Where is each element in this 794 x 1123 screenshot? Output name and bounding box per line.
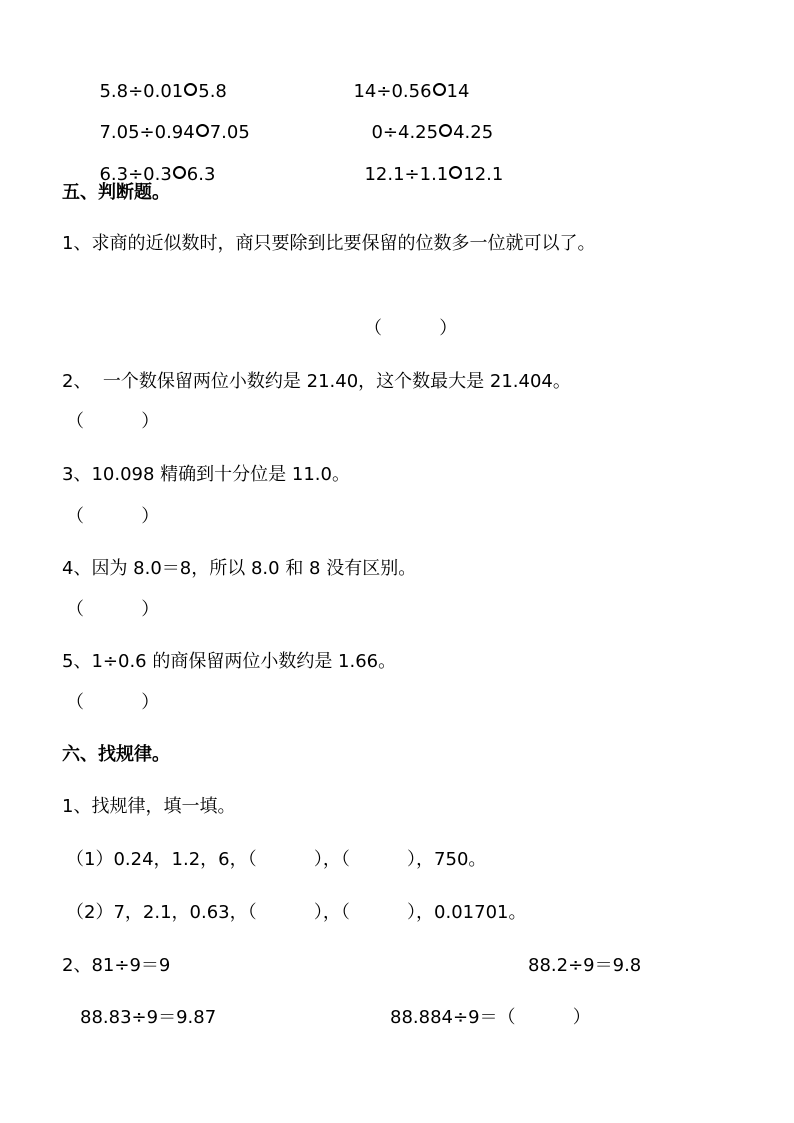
comparison-left: 14÷0.56 (353, 81, 432, 102)
comparison-3 (88, 97, 250, 145)
judge-item-4-text: 4、因为 8.0＝8，所以 8.0 和 8 没有区别。 (62, 558, 417, 579)
judge-item-2-blank[interactable]: （ ） (66, 411, 160, 432)
compare-circle-blank[interactable] (184, 83, 197, 96)
comparison-6 (353, 139, 503, 187)
comparison-4 (360, 97, 493, 145)
comparison-left: 0÷4.25 (371, 122, 439, 143)
pattern-q2-line-a: 2、81÷9＝9 (62, 955, 171, 976)
pattern-q1-title: 1、找规律，填一填。 (62, 796, 236, 817)
compare-circle-blank[interactable] (173, 166, 186, 179)
comparison-right: 14 (446, 81, 470, 102)
comparison-left: 5.8÷0.01 (99, 81, 184, 102)
comparison-right: 6.3 (186, 164, 216, 185)
judge-item-1-blank[interactable]: （ ） (364, 318, 458, 339)
comparison-left: 6.3÷0.3 (99, 164, 172, 185)
compare-circle-blank[interactable] (196, 124, 209, 137)
compare-circle-blank[interactable] (433, 83, 446, 96)
section-6-title: 六、找规律。 (62, 744, 170, 765)
pattern-q1-sequence-2[interactable]: （2）7，2.1，0.63，（ ），（ ），0.01701。 (66, 902, 527, 923)
judge-item-1-text: 1、求商的近似数时，商只要除到比要保留的位数多一位就可以了。 (62, 233, 596, 254)
judge-item-2-text: 2、 一个数保留两位小数约是 21.40，这个数最大是 21.404。 (62, 371, 571, 392)
judge-item-4-blank[interactable]: （ ） (66, 599, 160, 620)
comparison-right: 5.8 (198, 81, 227, 102)
pattern-q2-line-d[interactable]: 88.884÷9＝（ ） (390, 1007, 591, 1028)
comparison-right: 7.05 (209, 122, 250, 143)
pattern-q1-sequence-1[interactable]: （1）0.24，1.2，6，（ ），（ ），750。 (66, 849, 487, 870)
comparison-left: 7.05÷0.94 (99, 122, 195, 143)
judge-item-3-blank[interactable]: （ ） (66, 506, 160, 527)
pattern-q2-line-c: 88.83÷9＝9.87 (80, 1007, 217, 1028)
section-5-title: 五、判断题。 (62, 182, 170, 203)
judge-item-3-text: 3、10.098 精确到十分位是 11.0。 (62, 464, 350, 485)
comparison-5 (88, 139, 215, 187)
comparison-right: 12.1 (463, 164, 504, 185)
compare-circle-blank[interactable] (449, 166, 462, 179)
compare-circle-blank[interactable] (439, 124, 452, 137)
judge-item-5-blank[interactable]: （ ） (66, 692, 160, 713)
comparison-right: 4.25 (453, 122, 494, 143)
judge-item-5-text: 5、1÷0.6 的商保留两位小数约是 1.66。 (62, 651, 397, 672)
pattern-q2-line-b: 88.2÷9＝9.8 (528, 955, 642, 976)
comparison-left: 12.1÷1.1 (364, 164, 449, 185)
